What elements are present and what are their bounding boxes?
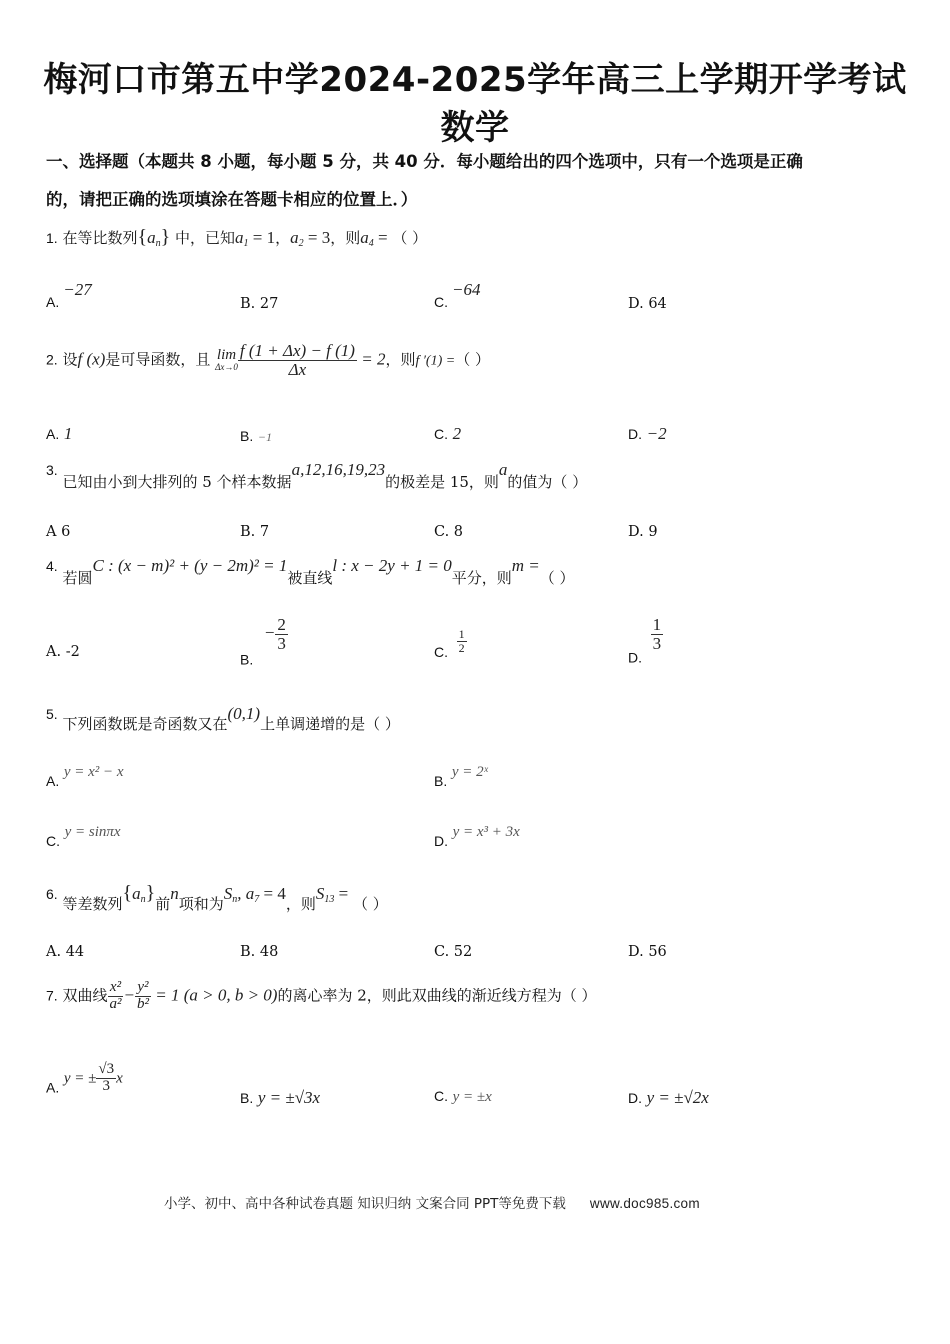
question-6: 6. 等差数列$\{a_n\}$前n项和为$S_n$, $a_7 = 4$，则$S_{13}$ = （ ） (46, 882, 388, 913)
q5-option-c[interactable]: C. y = sinπx (46, 824, 121, 849)
section-heading-line2: 的，请把正确的选项填涂在答题卡相应的位置上．） (46, 190, 418, 209)
q2-option-a[interactable]: A. 1 (46, 424, 73, 443)
q1-option-b[interactable]: B. 27 (240, 296, 279, 312)
question-2: 2. 设f (x)是可导函数，且 lim Δx→0 $\frac{f (1 + \Delta x) - f (1)}{\Delta x}$ = 2，则f ′(1) =（ ） (46, 341, 490, 379)
q3-option-b[interactable]: B. 7 (240, 524, 270, 540)
q2-option-d[interactable]: D. −2 (628, 424, 667, 443)
math-sequence: $\{a_n\}$ (122, 882, 156, 905)
page-subtitle: 数学 (440, 108, 510, 148)
q7-option-b[interactable]: B. y = ±√3x (240, 1088, 321, 1107)
q6-option-b[interactable]: B. 48 (240, 944, 279, 960)
math-s13: $S_{13}$ = (315, 884, 349, 905)
math-sequence: $\{a_n\}$ (137, 226, 171, 249)
math-a: a (498, 460, 508, 479)
q1-option-d[interactable]: D. 64 (628, 296, 667, 312)
question-1: 1. 在等比数列$\{a_n\}$ 中，已知$a_1 = 1$，$a_2 = 3$，则$a_4$ = （ ） (46, 226, 428, 249)
q3-option-c[interactable]: C. 8 (434, 524, 464, 540)
question-text: 中，已知 (174, 229, 235, 247)
math-n: n (170, 884, 179, 903)
question-4: 4. 若圆C : (x − m)² + (y − 2m)² = 1被直线l : x − 2y + 1 = 0平分，则m =（ ） (46, 556, 575, 587)
q4-option-c[interactable]: C. $\frac{1}{2}$ (434, 627, 465, 661)
question-number: 4. (46, 558, 58, 574)
question-number: 2. (46, 351, 58, 368)
math-a4: $a_4$ = (360, 228, 388, 249)
math-m: m = (511, 556, 540, 575)
q2-option-b[interactable]: B. −1 (240, 428, 272, 444)
q3-option-a[interactable]: A 6 (46, 524, 71, 540)
math-fx: f (x) (77, 349, 106, 369)
page-title: 梅河口市第五中学2024-2025学年高三上学期开学考试 (43, 60, 907, 100)
footer-url[interactable]: www.doc985.com (589, 1196, 700, 1211)
math-circle-equation: C : (x − m)² + (y − 2m)² = 1 (92, 556, 288, 575)
question-text: 在等比数列 (62, 229, 138, 247)
math-interval: (0,1) (227, 704, 261, 723)
q6-option-c[interactable]: C. 52 (434, 944, 473, 960)
question-number: 3. (46, 462, 58, 478)
q5-option-d[interactable]: D. y = x³ + 3x (434, 824, 520, 849)
page-footer (164, 1192, 700, 1212)
math-line-equation: l : x − 2y + 1 = 0 (332, 556, 452, 575)
math-hyperbola-condition: = 1 (a > 0, b > 0) (150, 985, 278, 1005)
q4-option-a[interactable]: A. -2 (46, 644, 80, 660)
math-sum-condition: $S_n$, $a_7 = 4$ (223, 884, 286, 905)
q4-option-b[interactable]: B. − $\frac{2}{3}$ (240, 615, 286, 668)
q7-option-c[interactable]: C. y = ±x (434, 1088, 492, 1105)
question-5: 5. 下列函数既是奇函数又在(0,1)上单调递增的是（ ） (46, 704, 400, 733)
q7-option-d[interactable]: D. y = ±√2x (628, 1088, 709, 1107)
q6-option-d[interactable]: D. 56 (628, 944, 667, 960)
math-a1: $a_1 = 1$ (235, 228, 276, 249)
question-number: 7. (46, 987, 58, 1004)
q7-option-a[interactable]: A. y = ± $\frac{√3}{3}$ x (46, 1061, 123, 1096)
q6-option-a[interactable]: A. 44 (46, 944, 85, 960)
q2-option-c[interactable]: C. 2 (434, 424, 462, 443)
math-a2: $a_2 = 3$ (290, 228, 331, 249)
question-number: 6. (46, 886, 58, 902)
q1-option-c[interactable]: C.−64 (434, 280, 481, 310)
q5-option-a[interactable]: A. y = x² − x (46, 764, 124, 789)
math-limit: lim Δx→0 (215, 347, 238, 373)
question-7: 7. 双曲线 $\frac{\text{x²}}{\text{a²}}$ − $\frac{\text{y²}}{\text{b²}}$ = 1 (a > 0, b > 0)的离心率为 2，则此双曲线的渐近线方程为（ ） (46, 979, 597, 1012)
question-number: 1. (46, 230, 58, 246)
footer-text: 小学、初中、高中各种试卷真题 知识归纳 文案合同 PPT等免费下载 (164, 1196, 566, 1212)
math-y-fraction: $\frac{\text{y²}}{\text{b²}}$ (136, 979, 149, 1012)
math-sample-data: a,12,16,19,23 (291, 460, 386, 479)
answer-bracket: （ ） (392, 229, 428, 247)
q1-option-a[interactable]: A.−27 (46, 280, 92, 310)
q5-option-b[interactable]: B. y = 2ˣ (434, 764, 488, 789)
q4-option-d[interactable]: D. $\frac{1}{3}$ (628, 615, 662, 666)
math-derivative: f ′(1) = (415, 353, 456, 369)
math-x-fraction: $\frac{\text{x²}}{\text{a²}}$ (109, 979, 122, 1012)
question-3: 3. 已知由小到大排列的 5 个样本数据a,12,16,19,23的极差是 15，则a的值为（ ） (46, 460, 588, 491)
q3-option-d[interactable]: D. 9 (628, 524, 658, 540)
math-difference-quotient: $\frac{f (1 + \Delta x) - f (1)}{\Delta x}$ (239, 341, 355, 379)
question-number: 5. (46, 706, 58, 722)
section-heading-line1: 一、选择题（本题共 8 小题，每小题 5 分，共 40 分．每小题给出的四个选项中，只有一个选项是正确 (46, 152, 803, 171)
